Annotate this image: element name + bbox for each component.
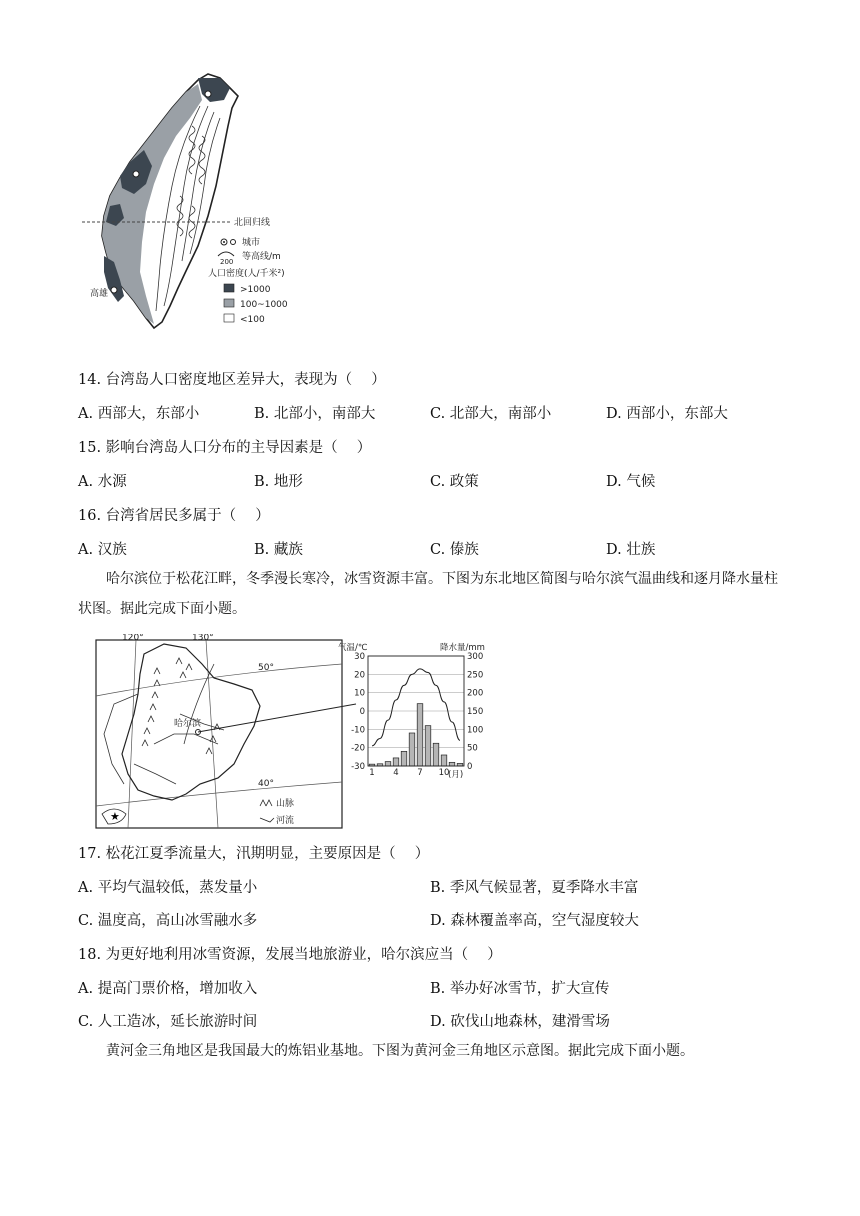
q17-option-c[interactable]: C. 温度高，高山冰雪融水多	[78, 913, 258, 929]
question-18: 18. 为更好地利用冰雪资源，发展当地旅游业，哈尔滨应当（ ）	[78, 947, 502, 963]
svg-text:河流: 河流	[276, 816, 295, 826]
q17-option-a[interactable]: A. 平均气温较低，蒸发量小	[78, 880, 258, 896]
svg-text:<100: <100	[240, 315, 265, 325]
q18-option-a[interactable]: A. 提高门票价格，增加收入	[78, 981, 258, 997]
city-taipei-marker	[205, 91, 211, 97]
city-taichung-marker	[133, 171, 139, 177]
question-14: 14. 台湾岛人口密度地区差异大，表现为（ ）	[78, 372, 386, 388]
q14-option-b[interactable]: B. 北部小，南部大	[254, 406, 376, 422]
q15-option-d[interactable]: D. 气候	[606, 474, 656, 490]
q16-option-c[interactable]: C. 傣族	[430, 542, 479, 558]
map-legend	[208, 236, 288, 325]
temp-tick-label: 10	[354, 688, 365, 699]
q14-option-c[interactable]: C. 北部大，南部小	[430, 406, 552, 422]
precip-bar-month-7	[417, 704, 423, 766]
precip-tick-label: 0	[467, 762, 473, 772]
precip-bar-month-3	[385, 762, 391, 766]
temp-tick-label: 0	[359, 707, 365, 717]
taiwan-population-map	[80, 66, 310, 336]
passage-harbin: 哈尔滨位于松花江畔，冬季漫长寒冷，冰雪资源丰富。下图为东北地区简图与哈尔滨气温曲线和逐月降水量柱状图。据此完成下面小题。	[78, 571, 778, 617]
temp-tick-label: 30	[354, 652, 365, 662]
city-kaohsiung-marker	[111, 287, 117, 293]
temperature-curve	[372, 669, 460, 746]
temp-tick-label: -10	[351, 725, 365, 736]
q15-option-b[interactable]: B. 地形	[254, 474, 303, 490]
svg-text:>1000: >1000	[240, 285, 271, 295]
precip-bar-month-4	[393, 758, 399, 766]
svg-text:山脉: 山脉	[276, 799, 295, 809]
precip-bar-month-11	[449, 762, 455, 766]
q18-option-c[interactable]: C. 人工造冰，延长旅游时间	[78, 1014, 258, 1030]
precip-tick-label: 150	[467, 707, 484, 717]
svg-text:200: 200	[220, 258, 234, 266]
precip-tick-label: 300	[467, 652, 484, 662]
precip-tick-label: 100	[467, 725, 484, 736]
city-kaohsiung-label: 高雄	[90, 289, 109, 299]
lat-40-label: 40°	[258, 779, 274, 789]
harbin-label: 哈尔滨	[174, 719, 202, 729]
temp-tick-label: -20	[351, 743, 365, 754]
q18-option-b[interactable]: B. 举办好冰雪节，扩大宣传	[430, 981, 610, 997]
question-15: 15. 影响台湾岛人口分布的主导因素是（ ）	[78, 440, 372, 456]
q14-option-d[interactable]: D. 西部小，东部大	[606, 406, 728, 422]
q15-option-c[interactable]: C. 政策	[430, 474, 479, 490]
q17-option-d[interactable]: D. 森林覆盖率高，空气湿度较大	[430, 913, 639, 929]
chart-xlabel: (月)	[448, 770, 464, 778]
lon-130-label: 130°	[192, 634, 214, 643]
precip-bar-month-6	[409, 733, 415, 766]
q16-option-b[interactable]: B. 藏族	[254, 542, 303, 558]
question-17: 17. 松花江夏季流量大，汛期明显，主要原因是（ ）	[78, 846, 430, 862]
lon-120-label: 120°	[122, 634, 144, 643]
svg-text:100~1000: 100~1000	[240, 300, 288, 310]
precip-bar-month-10	[441, 755, 447, 766]
svg-text:等高线/m: 等高线/m	[242, 252, 281, 262]
q16-option-a[interactable]: A. 汉族	[78, 542, 127, 558]
precip-bar-month-8	[425, 726, 431, 766]
q14-option-a[interactable]: A. 西部大，东部小	[78, 406, 200, 422]
temp-tick-label: 20	[354, 670, 365, 681]
chart-ylabel-right: 降水量/mm	[440, 643, 485, 653]
precip-tick-label: 200	[467, 688, 484, 699]
precip-bar-month-9	[433, 743, 439, 766]
svg-text:人口密度(人/千米²): 人口密度(人/千米²)	[208, 269, 285, 279]
harbin-climate-chart	[336, 640, 500, 778]
svg-text:城市: 城市	[242, 238, 261, 248]
chart-ylabel-left: 气温/℃	[338, 643, 368, 653]
passage-yellow-river: 黄河金三角地区是我国最大的炼铝业基地。下图为黄河金三角地区示意图。据此完成下面小题。	[106, 1043, 694, 1059]
q15-option-a[interactable]: A. 水源	[78, 474, 127, 490]
capital-star-icon: ★	[110, 810, 120, 823]
precip-bar-month-5	[401, 751, 407, 766]
q16-option-d[interactable]: D. 壮族	[606, 542, 656, 558]
month-tick-label: 1	[369, 768, 375, 778]
precip-tick-label: 50	[467, 743, 478, 754]
month-tick-label: 4	[393, 768, 399, 778]
temp-tick-label: -30	[351, 762, 365, 772]
tropic-label: 北回归线	[234, 218, 271, 228]
lat-50-label: 50°	[258, 663, 274, 673]
q17-option-b[interactable]: B. 季风气候显著，夏季降水丰富	[430, 880, 639, 896]
question-16: 16. 台湾省居民多属于（ ）	[78, 508, 270, 524]
q18-option-d[interactable]: D. 砍伐山地森林，建滑雪场	[430, 1014, 610, 1030]
month-tick-label: 10	[438, 768, 450, 778]
precip-tick-label: 250	[467, 670, 484, 681]
month-tick-label: 7	[417, 768, 423, 778]
